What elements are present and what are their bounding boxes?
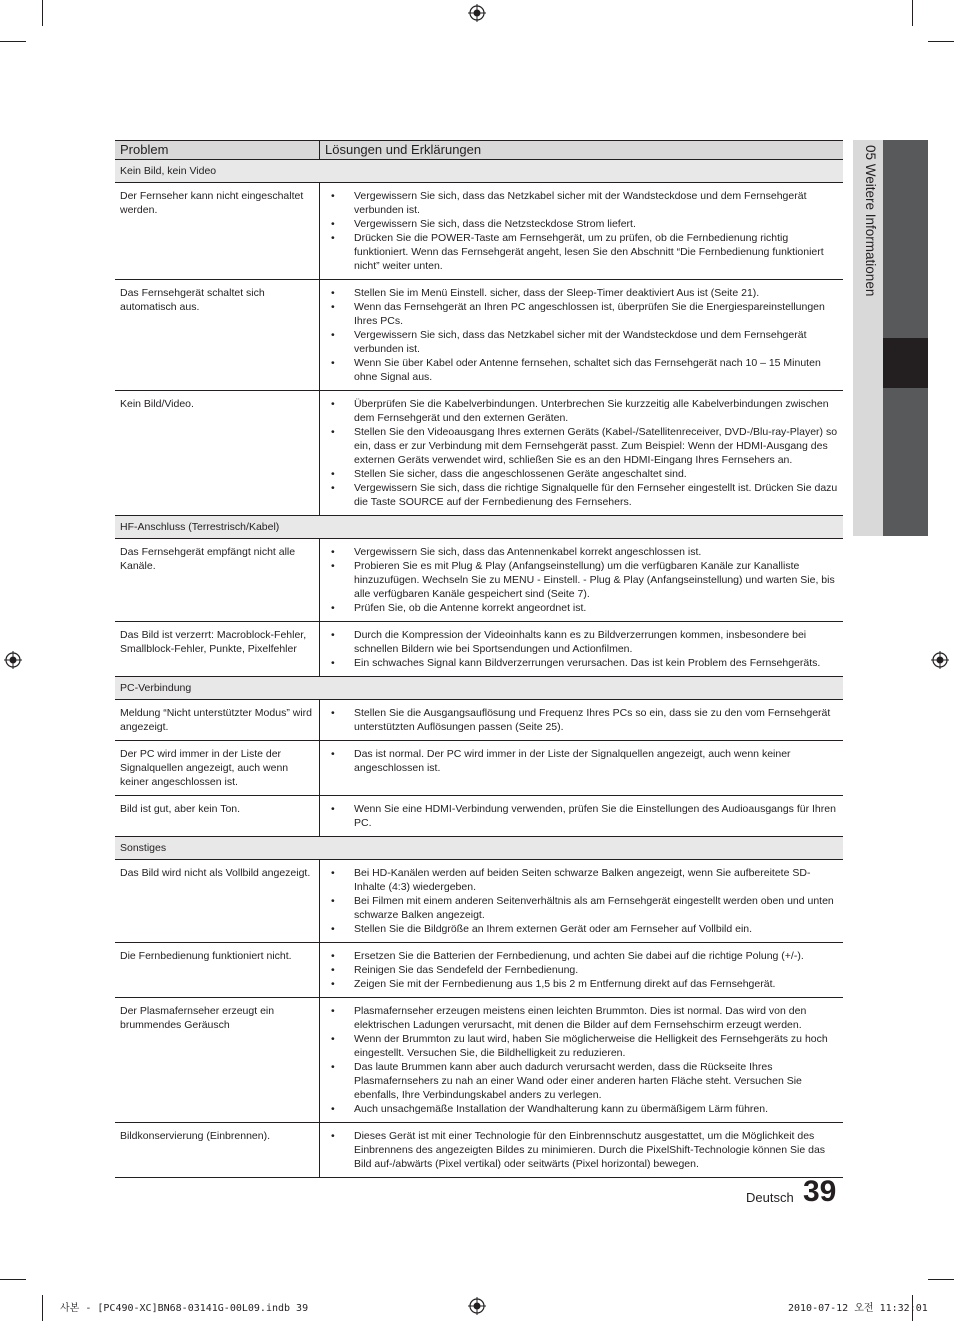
solution-text: Das ist normal. Der PC wird immer in der Liste der Signalquellen angezeigt, auch wenn keiner angeschlossen ist. (354, 748, 791, 774)
problem-cell: Das Bild wird nicht als Vollbild angezeigt. (115, 860, 320, 943)
bullet-icon: • (331, 707, 335, 719)
bullet-icon: • (331, 629, 335, 641)
solution-item (325, 1004, 838, 1032)
solutions-cell (320, 391, 844, 516)
section-header-row (115, 160, 843, 183)
solutions-cell (320, 796, 844, 837)
solution-text: Stellen Sie den Videoausgang Ihres externen Geräts (Kabel-/Satellitenreceiver, DVD-/Blu-ray-Player) so ein, dass er zur Verbindung mit dem Fernsehgerät passt. Zum Beispiel: Wenn der HDMI-Ausgang des externen Geräts verwendet wird, schließen Sie es an den HDMI-Eingang Ihres Fernsehers an. (354, 426, 838, 466)
solutions-cell (320, 998, 844, 1123)
crop-mark-bottom-left-h (0, 1279, 26, 1280)
bullet-icon: • (331, 560, 335, 572)
bullet-icon: • (331, 357, 335, 369)
solution-text: Reinigen Sie das Sendefeld der Fernbedienung. (354, 964, 579, 976)
table-row (115, 741, 843, 796)
solution-text: Bei HD-Kanälen werden auf beiden Seiten schwarze Balken angezeigt, wenn Sie aufbereitete SD-Inhalte (4:3) wiedergeben. (354, 867, 811, 893)
table-row (115, 796, 843, 837)
solution-text: Auch unsachgemäße Installation der Wandhalterung kann zu übermäßigem Lärm führen. (354, 1103, 769, 1115)
chapter-tab-bar (883, 140, 928, 338)
solution-text: Wenn Sie über Kabel oder Antenne fernsehen, schaltet sich das Fernsehgerät nach 10 – 15 Minuten ohne Signal aus. (354, 357, 821, 383)
solution-item (325, 286, 838, 300)
bullet-icon: • (331, 232, 335, 244)
solution-item (325, 949, 838, 963)
registration-mark-icon (4, 651, 22, 669)
solution-item (325, 706, 838, 734)
chapter-label: 05 Weitere Informationen (863, 145, 878, 297)
bullet-icon: • (331, 895, 335, 907)
bullet-icon: • (331, 426, 335, 438)
solutions-cell (320, 539, 844, 622)
solution-text: Stellen Sie im Menü Einstell. sicher, dass der Sleep-Timer deaktiviert Aus ist (Seite 21). (354, 287, 760, 299)
solution-text: Wenn das Fernsehgerät an Ihren PC angeschlossen ist, überprüfen Sie die Energiespareinstellungen Ihres PCs. (354, 301, 825, 327)
solution-text: Wenn der Brummton zu laut wird, haben Sie möglicherweise die Helligkeit des Fernsehgeräts zu hoch eingestellt. Versuchen Sie, die Bildhelligkeit zu reduzieren. (354, 1033, 828, 1059)
problem-cell: Der PC wird immer in der Liste der Signalquellen angezeigt, auch wenn keiner angeschlossen ist. (115, 741, 320, 796)
solution-item (325, 977, 838, 991)
table-body (115, 160, 843, 1178)
section-title: PC-Verbindung (115, 677, 843, 700)
bullet-icon: • (331, 329, 335, 341)
solution-text: Stellen Sie die Ausgangsauflösung und Frequenz Ihres PCs so ein, dass sie zu den vom Fernsehgerät unterstützten Auflösungen passen (Seite 25). (354, 707, 831, 733)
solution-item (325, 481, 838, 509)
solution-text: Probieren Sie es mit Plug & Play (Anfangseinstellung) um die verfügbaren Kanäle zur Kanalliste hinzuzufügen. Wechseln Sie zu MENU - Einstell. - Plug & Play (Anfangseinstellung) und warten Sie, bis alle verfügbaren Kanäle gespeichert sind (Seite 7). (354, 560, 835, 600)
solutions-cell (320, 860, 844, 943)
solution-item (325, 1032, 838, 1060)
chapter-tab-bar-lower (883, 388, 928, 536)
solution-text: Vergewissern Sie sich, dass das Antennenkabel korrekt angeschlossen ist. (354, 546, 702, 558)
crop-mark-top-left-h (0, 41, 26, 42)
problem-cell: Bildkonservierung (Einbrennen). (115, 1123, 320, 1178)
chapter-tab-marker (883, 338, 928, 388)
crop-mark-top-left-v (42, 0, 43, 26)
solutions-cell (320, 183, 844, 280)
problem-cell: Das Fernsehgerät empfängt nicht alle Kanäle. (115, 539, 320, 622)
solution-item (325, 894, 838, 922)
solution-text: Vergewissern Sie sich, dass das Netzkabel sicher mit der Wandsteckdose und dem Fernsehgerät verbunden ist. (354, 329, 807, 355)
bullet-icon: • (331, 1005, 335, 1017)
solution-text: Plasmafernseher erzeugen meistens einen leichten Brummton. Dies ist normal. Das wird von den elektrischen Ladungen verursacht, mit denen die Bilder auf dem Fernsehschirm erzeugt werden. (354, 1005, 807, 1031)
solution-text: Vergewissern Sie sich, dass die richtige Signalquelle für den Fernseher eingestellt ist. Drücken Sie dazu die Taste SOURCE auf der Fernbedienung des Fernsehers. (354, 482, 838, 508)
bullet-icon: • (331, 482, 335, 494)
problem-cell: Der Fernseher kann nicht eingeschaltet werden. (115, 183, 320, 280)
problem-cell: Meldung “Nicht unterstützter Modus” wird angezeigt. (115, 700, 320, 741)
bullet-icon: • (331, 657, 335, 669)
column-header-problem: Problem (115, 141, 320, 160)
solution-text: Stellen Sie sicher, dass die angeschlossenen Geräte angeschaltet sind. (354, 468, 687, 480)
table-header-row (115, 141, 843, 160)
solutions-cell (320, 943, 844, 998)
solution-item (325, 802, 838, 830)
bullet-icon: • (331, 602, 335, 614)
solution-item (325, 545, 838, 559)
section-title: HF-Anschluss (Terrestrisch/Kabel) (115, 516, 843, 539)
solutions-cell (320, 280, 844, 391)
solution-text: Durch die Kompression der Videoinhalts kann es zu Bildverzerrungen kommen, insbesondere bei schnellen Bildern wie bei Sportsendungen und Actionfilmen. (354, 629, 807, 655)
registration-mark-icon (468, 4, 486, 22)
table-row (115, 539, 843, 622)
solution-text: Zeigen Sie mit der Fernbedienung aus 1,5 bis 2 m Entfernung direkt auf das Fernsehgerät. (354, 978, 776, 990)
solution-text: Stellen Sie die Bildgröße an Ihrem externen Gerät oder am Fernseher auf Vollbild ein. (354, 923, 753, 935)
bullet-icon: • (331, 398, 335, 410)
bullet-icon: • (331, 190, 335, 202)
registration-mark-icon (931, 651, 949, 669)
troubleshooting-table (115, 140, 843, 1178)
solution-item (325, 467, 838, 481)
bullet-icon: • (331, 218, 335, 230)
solution-text: Vergewissern Sie sich, dass die Netzsteckdose Strom liefert. (354, 218, 636, 230)
solution-text: Bei Filmen mit einem anderen Seitenverhältnis als am Fernsehgerät eingestellt werden oben und unten schwarze Balken angezeigt. (354, 895, 834, 921)
solutions-cell (320, 622, 844, 677)
problem-cell: Der Plasmafernseher erzeugt ein brummendes Geräusch (115, 998, 320, 1123)
crop-mark-top-right-v (912, 0, 913, 26)
print-slug-file: 사본 - [PC490-XC]BN68-03141G-00L09.indb 39 (60, 1303, 309, 1314)
section-title: Kein Bild, kein Video (115, 160, 843, 183)
bullet-icon: • (331, 1130, 335, 1142)
problem-cell: Bild ist gut, aber kein Ton. (115, 796, 320, 837)
solution-item (325, 231, 838, 273)
solution-item (325, 601, 838, 615)
table-row (115, 183, 843, 280)
table-row (115, 622, 843, 677)
bullet-icon: • (331, 1103, 335, 1115)
table-row (115, 391, 843, 516)
bullet-icon: • (331, 803, 335, 815)
bullet-icon: • (331, 1033, 335, 1045)
crop-mark-top-right-h (928, 41, 954, 42)
bullet-icon: • (331, 867, 335, 879)
section-header-row (115, 677, 843, 700)
footer-language: Deutsch (746, 1190, 794, 1205)
solution-text: Ein schwaches Signal kann Bildverzerrungen verursachen. Das ist kein Problem des Fernsehgeräts. (354, 657, 821, 669)
bullet-icon: • (331, 468, 335, 480)
solution-item (325, 1060, 838, 1102)
page-number: 39 (803, 1175, 837, 1208)
solution-item (325, 397, 838, 425)
solution-text: Dieses Gerät ist mit einer Technologie für den Einbrennschutz ausgestattet, um die Möglichkeit des Einbrennens des angezeigten Bildes zu minimieren. Durch die PixelShift-Technologie können Sie das Bild auf-/abwärts (Pixel vertikal) oder seitwärts (Pixel horizontal) bewegen. (354, 1130, 826, 1170)
section-header-row (115, 516, 843, 539)
bullet-icon: • (331, 301, 335, 313)
solution-text: Das laute Brummen kann aber auch dadurch verursacht werden, dass die Rückseite Ihres Plasmafernsehers zu nah an einer Wand oder einer anderen harten Fläche steht. Versuchen Sie ebenfalls, Ihre Verbindungskabel anders zu verlegen. (354, 1061, 802, 1101)
problem-cell: Das Fernsehgerät schaltet sich automatisch aus. (115, 280, 320, 391)
section-header-row (115, 837, 843, 860)
solution-text: Vergewissern Sie sich, dass das Netzkabel sicher mit der Wandsteckdose und dem Fernsehgerät verbunden ist. (354, 190, 807, 216)
table-row (115, 943, 843, 998)
table-row (115, 998, 843, 1123)
solutions-cell (320, 741, 844, 796)
crop-mark-bottom-left-v (42, 1295, 43, 1321)
solution-item (325, 866, 838, 894)
solution-text: Drücken Sie die POWER-Taste am Fernsehgerät, um zu prüfen, ob die Fernbedienung richtig funktioniert. Wenn das Fernsehgerät angeht, lesen Sie den Abschnitt “Die Fernbedienung funktioniert nicht” weiter unten. (354, 232, 824, 272)
solution-item (325, 922, 838, 936)
solution-text: Wenn Sie eine HDMI-Verbindung verwenden, prüfen Sie die Einstellungen des Audioausgangs für Ihren PC. (354, 803, 836, 829)
bullet-icon: • (331, 546, 335, 558)
bullet-icon: • (331, 748, 335, 760)
bullet-icon: • (331, 964, 335, 976)
table-row (115, 280, 843, 391)
problem-cell: Die Fernbedienung funktioniert nicht. (115, 943, 320, 998)
solution-item (325, 189, 838, 217)
bullet-icon: • (331, 950, 335, 962)
solutions-cell (320, 700, 844, 741)
solution-item (325, 559, 838, 601)
solution-item (325, 656, 838, 670)
solution-text: Prüfen Sie, ob die Antenne korrekt angeordnet ist. (354, 602, 587, 614)
bullet-icon: • (331, 1061, 335, 1073)
solution-item (325, 1129, 838, 1171)
solution-text: Überprüfen Sie die Kabelverbindungen. Unterbrechen Sie kurzzeitig alle Kabelverbindungen zwischen dem Fernsehgerät und den externen Geräten. (354, 398, 829, 424)
solution-item (325, 1102, 838, 1116)
solution-item (325, 628, 838, 656)
solution-item (325, 217, 838, 231)
solution-item (325, 356, 838, 384)
print-slug-date: 2010-07-12 오전 11:32:01 (788, 1303, 928, 1314)
table-row (115, 1123, 843, 1178)
table-row (115, 700, 843, 741)
table-row (115, 860, 843, 943)
solution-item (325, 963, 838, 977)
bullet-icon: • (331, 287, 335, 299)
solution-item (325, 747, 838, 775)
problem-cell: Kein Bild/Video. (115, 391, 320, 516)
solution-item (325, 425, 838, 467)
registration-mark-icon (468, 1297, 486, 1315)
solution-item (325, 328, 838, 356)
solution-item (325, 300, 838, 328)
solutions-cell (320, 1123, 844, 1178)
column-header-solutions: Lösungen und Erklärungen (320, 141, 844, 160)
crop-mark-bottom-right-h (928, 1279, 954, 1280)
problem-cell: Das Bild ist verzerrt: Macroblock-Fehler, Smallblock-Fehler, Punkte, Pixelfehler (115, 622, 320, 677)
solution-text: Ersetzen Sie die Batterien der Fernbedienung, und achten Sie dabei auf die richtige Polung (+/-). (354, 950, 804, 962)
section-title: Sonstiges (115, 837, 843, 860)
bullet-icon: • (331, 923, 335, 935)
bullet-icon: • (331, 978, 335, 990)
